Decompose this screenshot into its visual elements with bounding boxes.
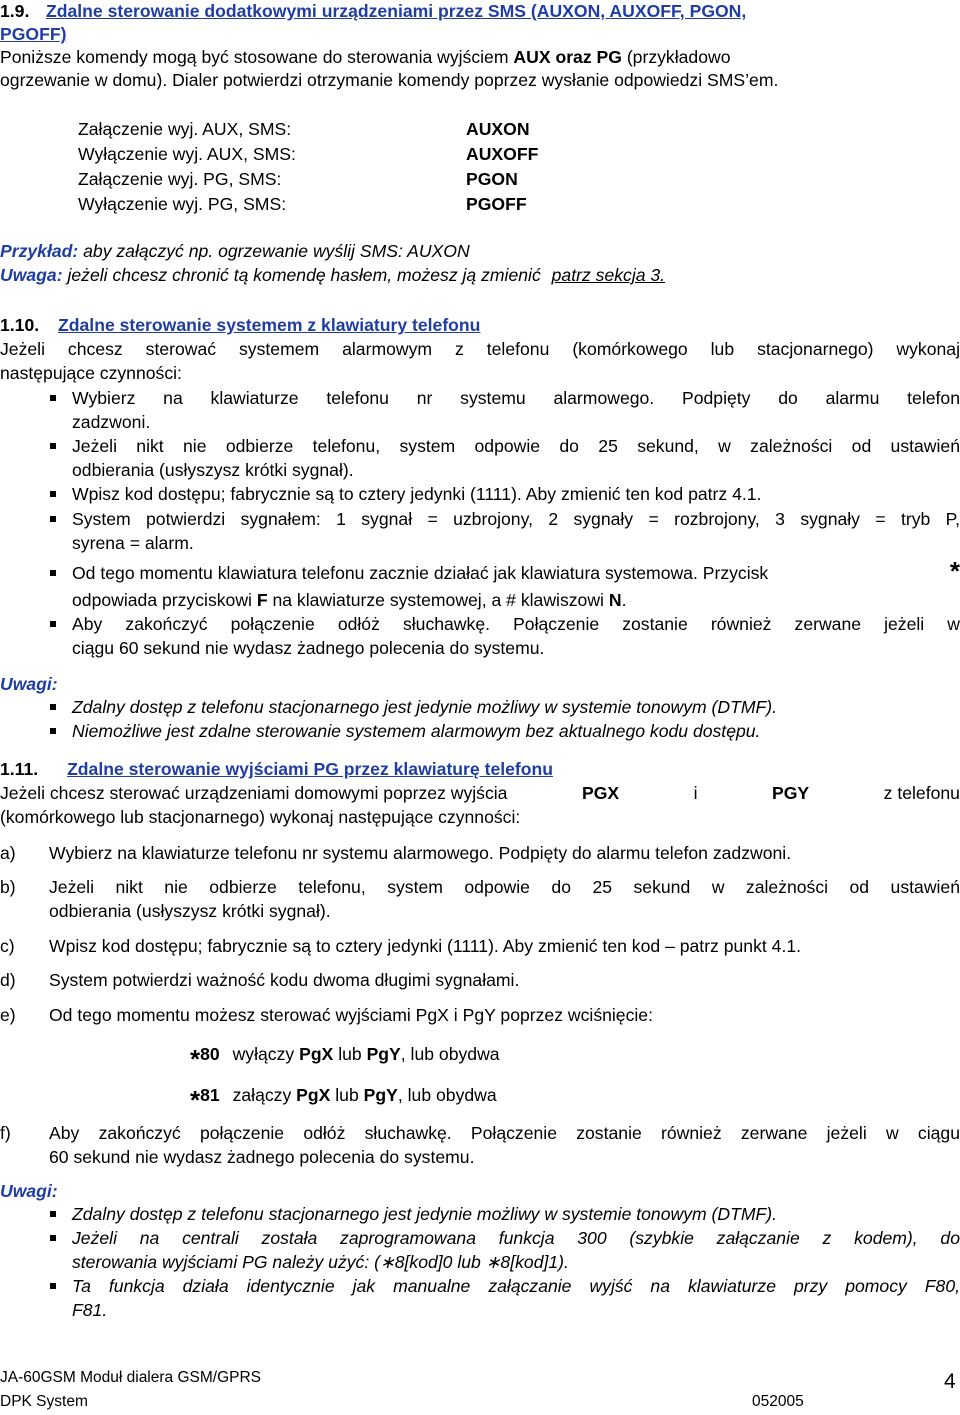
intro-text: Jeżeli chcesz sterować urządzeniami domowymi poprzez wyjścia PGX i PGY z telefonu [0, 783, 960, 803]
bullet-icon [50, 570, 56, 576]
footer-product: JA-60GSM Moduł dialera GSM/GPRS [0, 1369, 262, 1386]
footer-date: 052005 [752, 1393, 804, 1410]
intro-text: Jeżeli chcesz sterować systemem alarmowym z telefonu (komórkowego lub stacjonarnego) wykonaj [0, 339, 960, 359]
intro-text-cont: następujące czynności: [0, 363, 182, 383]
bullet-item: Wpisz kod dostępu; fabrycznie są to cztery jedynki (1111). Aby zmienić ten kod patrz 4.1. [72, 484, 762, 504]
step-label: c) [0, 936, 15, 956]
bullet-icon [50, 621, 56, 627]
step-text: Od tego momentu możesz sterować wyjściami PgX i PgY poprzez wciśnięcie: [49, 1005, 653, 1025]
intro-text: Poniższe komendy mogą być stosowane do sterowania wyjściem AUX oraz PG (przykładowo [0, 47, 731, 67]
section-number: 1.9. [0, 1, 30, 21]
step-text-cont: 60 sekund nie wydasz żadnego polecenia do systemu. [49, 1147, 475, 1167]
bullet-item: Jeżeli nikt nie odbierze telefonu, system odpowie do 25 sekund, w zależności od ustawień [72, 436, 960, 456]
section-link[interactable]: patrz sekcja 3. [551, 265, 666, 285]
command-label: Załączenie wyj. PG, SMS: [78, 169, 282, 189]
bullet-icon [50, 491, 56, 497]
footer-company: DPK System [0, 1393, 88, 1410]
command-code: AUXOFF [466, 144, 539, 164]
step-text: Jeżeli nikt nie odbierze telefonu, system odpowie do 25 sekund w zależności od ustawień [49, 877, 960, 897]
bullet-item-cont: odbierania (usłyszysz krótki sygnał). [72, 460, 354, 480]
section-1-9-heading [0, 0, 960, 24]
section-title-cont: PGOFF) [0, 24, 67, 44]
page-number: 4 [944, 1370, 956, 1393]
intro-text-cont: (komórkowego lub stacjonarnego) wykonaj następujące czynności: [0, 807, 521, 827]
bullet-item: Wybierz na klawiaturze telefonu nr systemu alarmowego. Podpięty do alarmu telefon [72, 388, 960, 408]
note-item-cont: F81. [72, 1300, 108, 1320]
command-label: Wyłączenie wyj. AUX, SMS: [78, 144, 296, 164]
intro-text-cont: ogrzewanie w domu). Dialer potwierdzi otrzymanie komendy poprzez wysłanie odpowiedzi SMS’em. [0, 70, 779, 90]
note-item: Niemożliwe jest zdalne sterowanie systemem alarmowym bez aktualnego kodu dostępu. [72, 721, 761, 741]
bullet-item: Aby zakończyć połączenie odłóż słuchawkę. Połączenie zostanie również zerwane jeżeli w [72, 614, 960, 634]
note-item: Jeżeli na centrali została zaprogramowana funkcja 300 (szybkie załączanie z kodem), do [72, 1228, 960, 1248]
bullet-icon [50, 704, 56, 710]
section-title: Zdalne sterowanie dodatkowymi urządzeniami przez SMS (AUXON, AUXOFF, PGON, [46, 1, 747, 21]
step-label: e) [0, 1005, 16, 1025]
section-1-11-heading: 1.11. Zdalne sterowanie wyjściami PG przez klawiaturę telefonu [0, 759, 553, 779]
example-line: Przykład: aby załączyć np. ogrzewanie wyślij SMS: AUXON [0, 241, 470, 261]
notes-label: Uwagi: [0, 674, 58, 694]
command-label: Załączenie wyj. AUX, SMS: [78, 119, 292, 139]
code-line: *80 wyłączy PgX lub PgY, lub obydwa [190, 1044, 500, 1074]
bullet-item-cont: odpowiada przyciskowi F na klawiaturze systemowej, a # klawiszowi N. [72, 590, 627, 610]
note-item: Zdalny dostęp z telefonu stacjonarnego jest jedynie możliwy w systemie tonowym (DTMF). [72, 697, 778, 717]
section-1-10-heading: 1.10. Zdalne sterowanie systemem z klawiatury telefonu [0, 315, 481, 335]
bullet-icon [50, 728, 56, 734]
bullet-icon [50, 516, 56, 522]
command-code: PGON [466, 169, 518, 189]
bullet-item-cont: syrena = alarm. [72, 533, 194, 553]
notes-label: Uwagi: [0, 1181, 58, 1201]
command-code: PGOFF [466, 194, 527, 214]
bullet-icon [50, 1235, 56, 1241]
bullet-icon [50, 395, 56, 401]
bullet-item-cont: zadzwoni. [72, 412, 151, 432]
command-label: Wyłączenie wyj. PG, SMS: [78, 194, 287, 214]
step-text: Aby zakończyć połączenie odłóż słuchawkę. Połączenie zostanie również zerwane jeżeli w ciągu [49, 1123, 960, 1143]
step-label: f) [0, 1123, 11, 1143]
bullet-item-cont: ciągu 60 sekund nie wydasz żadnego polecenia do systemu. [72, 638, 545, 658]
step-label: b) [0, 877, 16, 897]
step-text-cont: odbierania (usłyszysz krótki sygnał). [49, 901, 331, 921]
note-item: Ta funkcja działa identycznie jak manualne załączanie wyjść na klawiaturze przy pomocy F80, [72, 1276, 960, 1296]
bullet-item: System potwierdzi sygnałem: 1 sygnał = uzbrojony, 2 sygnały = rozbrojony, 3 sygnały = tryb P, [72, 509, 960, 529]
command-code: AUXON [466, 119, 530, 139]
note-item-cont: sterowania wyjściami PG należy użyć: (∗8[kod]0 lub ∗8[kod]1). [72, 1252, 569, 1272]
code-line: *81 załączy PgX lub PgY, lub obydwa [190, 1085, 497, 1115]
asterisk-key: * [949, 556, 960, 586]
bullet-icon [50, 1283, 56, 1289]
note-line: Uwaga: jeżeli chcesz chronić tą komendę hasłem, możesz ją zmienić patrz sekcja 3. [0, 265, 666, 285]
step-text: Wybierz na klawiaturze telefonu nr systemu alarmowego. Podpięty do alarmu telefon zadzwoni. [49, 843, 792, 863]
bullet-icon [50, 1211, 56, 1217]
step-label: a) [0, 843, 16, 863]
bullet-item: Od tego momentu klawiatura telefonu zacznie działać jak klawiatura systemowa. Przycisk * [72, 556, 960, 586]
step-text: Wpisz kod dostępu; fabrycznie są to cztery jedynki (1111). Aby zmienić ten kod – patrz punkt 4.1. [49, 936, 802, 956]
step-text: System potwierdzi ważność kodu dwoma długimi sygnałami. [49, 970, 520, 990]
note-item: Zdalny dostęp z telefonu stacjonarnego jest jedynie możliwy w systemie tonowym (DTMF). [72, 1204, 778, 1224]
bullet-icon [50, 443, 56, 449]
step-label: d) [0, 970, 16, 990]
